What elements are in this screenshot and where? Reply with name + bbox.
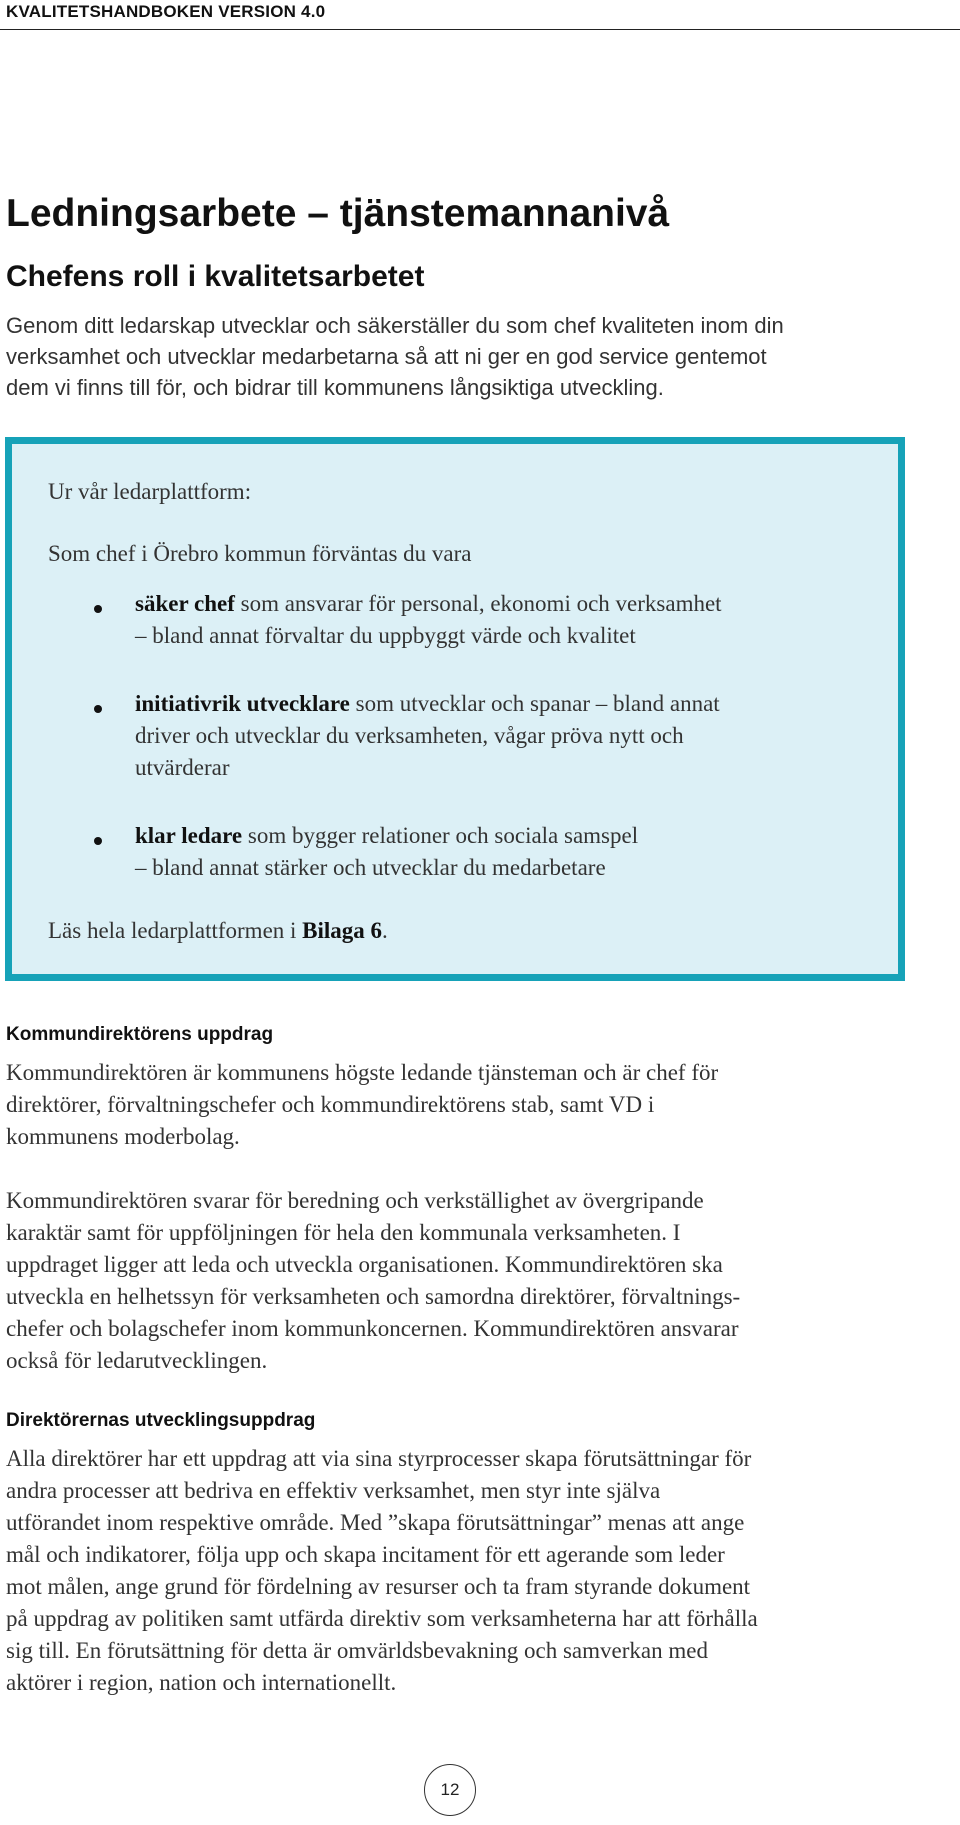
paragraph-line: andra processer att bedriva en effektiv verksamhet, men styr inte själva (6, 1478, 661, 1503)
bullet-bold: klar ledare (135, 823, 243, 848)
section-paragraph (6, 1057, 946, 1153)
bullet-line: som utvecklar och spanar – bland annat (349, 691, 720, 716)
intro-line: verksamhet och utvecklar medarbetarna så att ni ger en god service gentemot (6, 344, 767, 369)
paragraph-line: sig till. En förutsättning för detta är omvärldsbevakning och samverkan med (6, 1638, 708, 1663)
bullet-line: driver och utvecklar du verksamheten, vågar pröva nytt och (135, 723, 684, 748)
bullet-line: – bland annat förvaltar du uppbyggt värde och kvalitet (135, 623, 636, 648)
intro-paragraph (6, 310, 946, 403)
box-footer-prefix: Läs hela ledarplattformen i (48, 918, 303, 943)
bullet-icon (94, 605, 102, 613)
page-number: 12 (424, 1764, 476, 1816)
paragraph-line: mot målen, ange grund för fördelning av resurser och ta fram styrande dokument (6, 1574, 751, 1599)
paragraph-line: Alla direktörer har ett uppdrag att via sina styrprocesser skapa förutsättningar för (6, 1446, 752, 1471)
section-paragraph (6, 1185, 946, 1377)
bullet-item (135, 820, 638, 884)
section-heading: Kommundirektörens uppdrag (6, 1024, 274, 1045)
paragraph-line: Kommundirektören är kommunens högste ledande tjänsteman och är chef för (6, 1060, 719, 1085)
paragraph-line: utförandet inom respektive område. Med ”skapa förutsättningar” menas att ange (6, 1510, 745, 1535)
box-title: Ur vår ledarplattform: (48, 479, 252, 504)
bullet-line: – bland annat stärker och utvecklar du medarbetare (135, 855, 606, 880)
paragraph-line: aktörer i region, nation och internationellt. (6, 1670, 397, 1695)
header-title: KVALITETSHANDBOKEN VERSION 4.0 (6, 2, 326, 21)
paragraph-line: Kommundirektören svarar för beredning och verkställighet av övergripande (6, 1188, 704, 1213)
paragraph-line: på uppdrag av politiken samt utfärda direktiv som verksamheterna har att förhålla (6, 1606, 758, 1631)
intro-line: Genom ditt ledarskap utvecklar och säkerställer du som chef kvaliteten inom din (6, 313, 784, 338)
box-footer (48, 918, 388, 944)
leadership-platform-box (5, 437, 905, 981)
bullet-icon (94, 837, 102, 845)
section-heading: Direktörernas utvecklingsuppdrag (6, 1410, 316, 1431)
paragraph-line: chefer och bolagschefer inom kommunkoncernen. Kommundirektören ansvarar (6, 1316, 739, 1341)
bullet-item (135, 588, 722, 652)
paragraph-line: också för ledarutvecklingen. (6, 1348, 268, 1373)
paragraph-line: karaktär samt för uppföljningen för hela den kommunala verksamheten. I (6, 1220, 681, 1245)
appendix-link[interactable]: Bilaga 6 (302, 918, 383, 943)
paragraph-line: uppdraget ligger att leda och utveckla organisationen. Kommundirektören ska (6, 1252, 723, 1277)
paragraph-line: kommunens moderbolag. (6, 1124, 240, 1149)
bullet-line: som bygger relationer och sociala samspel (242, 823, 639, 848)
section-paragraph (6, 1443, 946, 1699)
paragraph-line: mål och indikatorer, följa upp och skapa incitament för ett agerande som leder (6, 1542, 725, 1567)
box-footer-suffix: . (382, 918, 388, 943)
page-header (0, 0, 960, 30)
page-title: Ledningsarbete – tjänstemannanivå (6, 192, 670, 235)
bullet-line: utvärderar (135, 755, 230, 780)
paragraph-line: utveckla en helhetssyn för verksamheten och samordna direktörer, förvaltnings- (6, 1284, 741, 1309)
bullet-line: som ansvarar för personal, ekonomi och verksamhet (234, 591, 722, 616)
bullet-icon (94, 705, 102, 713)
paragraph-line: direktörer, förvaltningschefer och kommundirektörens stab, samt VD i (6, 1092, 655, 1117)
page-subtitle: Chefens roll i kvalitetsarbetet (6, 260, 425, 293)
bullet-item (135, 688, 720, 784)
intro-line: dem vi finns till för, och bidrar till kommunens långsiktiga utveckling. (6, 375, 664, 400)
bullet-bold: säker chef (135, 591, 235, 616)
bullet-bold: initiativrik utvecklare (135, 691, 350, 716)
box-lead: Som chef i Örebro kommun förväntas du vara (48, 541, 472, 566)
